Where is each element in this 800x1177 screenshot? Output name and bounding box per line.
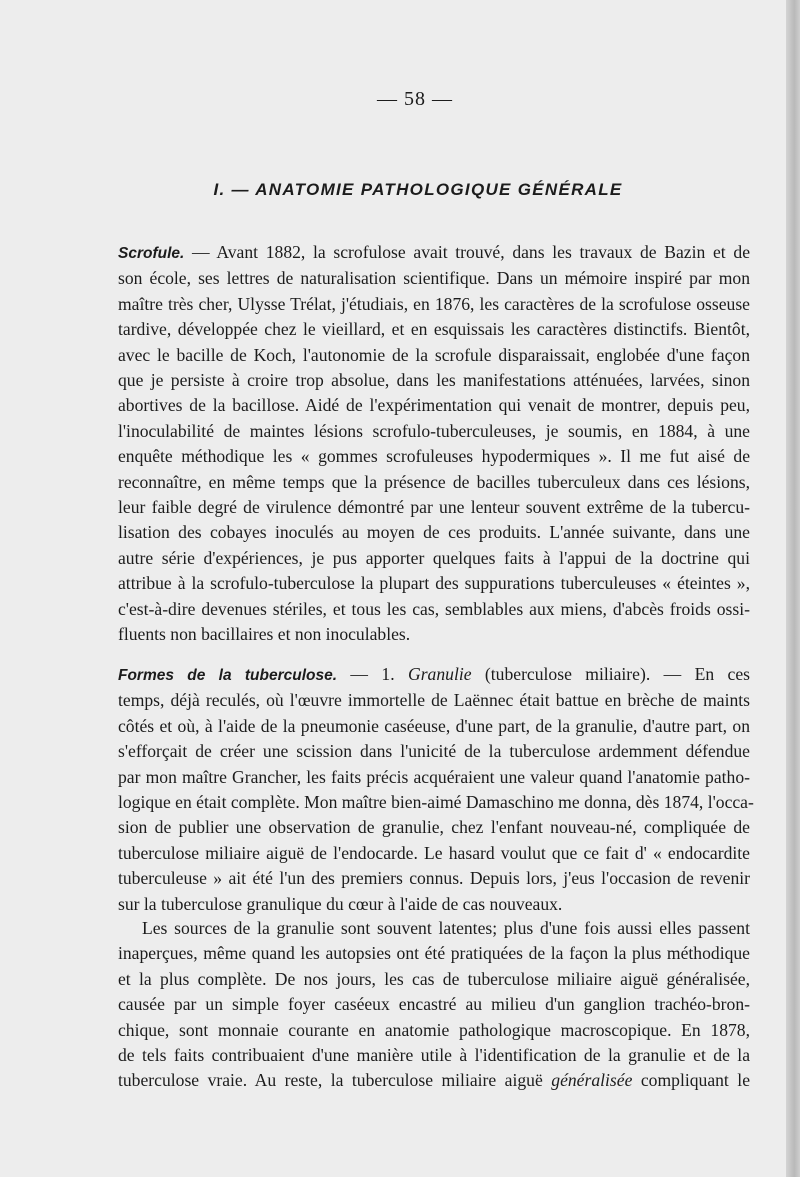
paragraph-line: temps, déjà reculés, où l'œuvre immortelle de Laënnec était battue en brèche de maints xyxy=(118,690,750,711)
paragraph-scrofule xyxy=(118,240,750,648)
line-text: tuberculose vraie. Au reste, la tuberculose miliaire aiguë xyxy=(118,1070,552,1091)
line-text: — 1. xyxy=(337,664,408,684)
paragraph-sources xyxy=(118,916,750,1094)
paragraph-line: c'est-à-dire devenues stériles, et tous les cas, semblables aux miens, d'abcès froids ossi- xyxy=(118,598,750,619)
paragraph-line xyxy=(118,662,750,688)
page-edge-shadow xyxy=(786,0,800,1177)
paragraph-line: s'efforçait de créer une scission dans l'unicité de la tuberculose ardemment défendue xyxy=(118,741,750,762)
paragraph-line: avec le bacille de Koch, l'autonomie de la scrofule disparaissait, englobée d'une façon xyxy=(118,344,750,365)
paragraph-line: sion de publier une observation de granulie, chez l'enfant nouveau-né, compliquée de xyxy=(118,817,750,838)
paragraph-line: sur la tuberculose granulique du cœur à l'aide de cas nouveaux. xyxy=(118,893,563,914)
paragraph-line: reconnaître, en même temps que la présence de bacilles tuberculeux dans ces lésions, xyxy=(118,471,750,492)
paragraph-line: maître très cher, Ulysse Trélat, j'étudiais, en 1876, les caractères de la scrofulose osseuse xyxy=(118,293,750,314)
paragraph-line: tuberculose miliaire aiguë de l'endocarde. Le hasard voulut que ce fait d' « endocardite xyxy=(118,842,750,863)
italic-term-generalisee: généralisée xyxy=(551,1070,633,1091)
paragraph-line: que je persiste à croire trop absolue, dans les manifestations atténuées, larvées, sinon xyxy=(118,370,750,391)
paragraph-line: Les sources de la granulie sont souvent latentes; plus d'une fois aussi elles passent xyxy=(142,918,750,938)
paragraph-line: leur faible degré de virulence démontré par une lenteur souvent extrême de la tubercu- xyxy=(118,497,750,518)
paragraph-line: logique en était complète. Mon maître bien-aimé Damaschino me donna, dès 1874, l'occa- xyxy=(118,792,754,813)
paragraph-line: attribue à la scrofulo-tuberculose la plupart des suppurations tuberculeuses « éteintes », xyxy=(118,573,750,594)
paragraph-line: autre série d'expériences, je pus apporter quelques faits à l'appui de la doctrine qui xyxy=(118,547,750,568)
page-number: — 58 — xyxy=(377,88,453,110)
paragraph-line: par mon maître Grancher, les faits précis acquéraient une valeur quand l'anatomie patho- xyxy=(118,766,750,787)
lead-formes: Formes de la tuberculose. xyxy=(118,667,338,684)
paragraph-line: enquête méthodique les « gommes scrofuleuses hypodermiques ». Il me fut aisé de xyxy=(118,446,750,467)
paragraph-line: inaperçues, même quand les autopsies ont été pratiquées de la façon la plus méthodique xyxy=(118,943,750,964)
lead-scrofule: Scrofule. xyxy=(118,245,185,262)
section-heading: I. — ANATOMIE PATHOLOGIQUE GÉNÉRALE xyxy=(213,180,623,199)
paragraph-line: tuberculeuse » ait été l'un des premiers connus. Depuis lors, j'eus l'occasion de revenir xyxy=(118,868,750,889)
paragraph-line: côtés et où, à l'aide de la pneumonie caséeuse, d'une part, de la granulie, d'autre part, on xyxy=(118,715,750,736)
paragraph-line xyxy=(118,240,750,266)
paragraph-line: fluents non bacillaires et non inoculables. xyxy=(118,624,411,645)
line-text: (tuberculose miliaire). — En ces xyxy=(471,664,750,684)
paragraph-line: et la plus complète. De nos jours, les cas de tuberculose miliaire aiguë généralisée, xyxy=(118,968,750,989)
paragraph-line: causée par un simple foyer caséeux encastré au milieu d'un ganglion trachéo-bron- xyxy=(118,994,750,1015)
paragraph-line: lisation des cobayes inoculés au moyen de ces produits. L'année suivante, dans une xyxy=(118,522,750,543)
italic-term-granulie: Granulie xyxy=(408,664,472,684)
paragraph-line: tardive, développée chez le vieillard, et en esquissais les caractères distinctifs. Bientôt, xyxy=(118,319,750,340)
paragraph-line: son école, ses lettres de naturalisation scientifique. Dans un mémoire inspiré par mon xyxy=(118,268,750,289)
paragraph-line: de tels faits contribuaient d'une manière utile à l'identification de la granulie et de la xyxy=(118,1045,750,1066)
paragraph-line: l'inoculabilité de maintes lésions scrofulo-tuberculeuses, je soumis, en 1884, à une xyxy=(118,420,750,441)
paragraph-line: abortives de la bacillose. Aidé de l'expérimentation qui venait de montrer, depuis peu, xyxy=(118,395,750,416)
line-text: compliquant le xyxy=(632,1070,751,1091)
line-text: — Avant 1882, la scrofulose avait trouvé, dans les travaux de Bazin et de xyxy=(184,242,750,262)
paragraph-formes xyxy=(118,662,754,917)
paragraph-line: chique, sont monnaie courante en anatomie pathologique macroscopique. En 1878, xyxy=(118,1019,750,1040)
paragraph-line xyxy=(118,1068,750,1093)
